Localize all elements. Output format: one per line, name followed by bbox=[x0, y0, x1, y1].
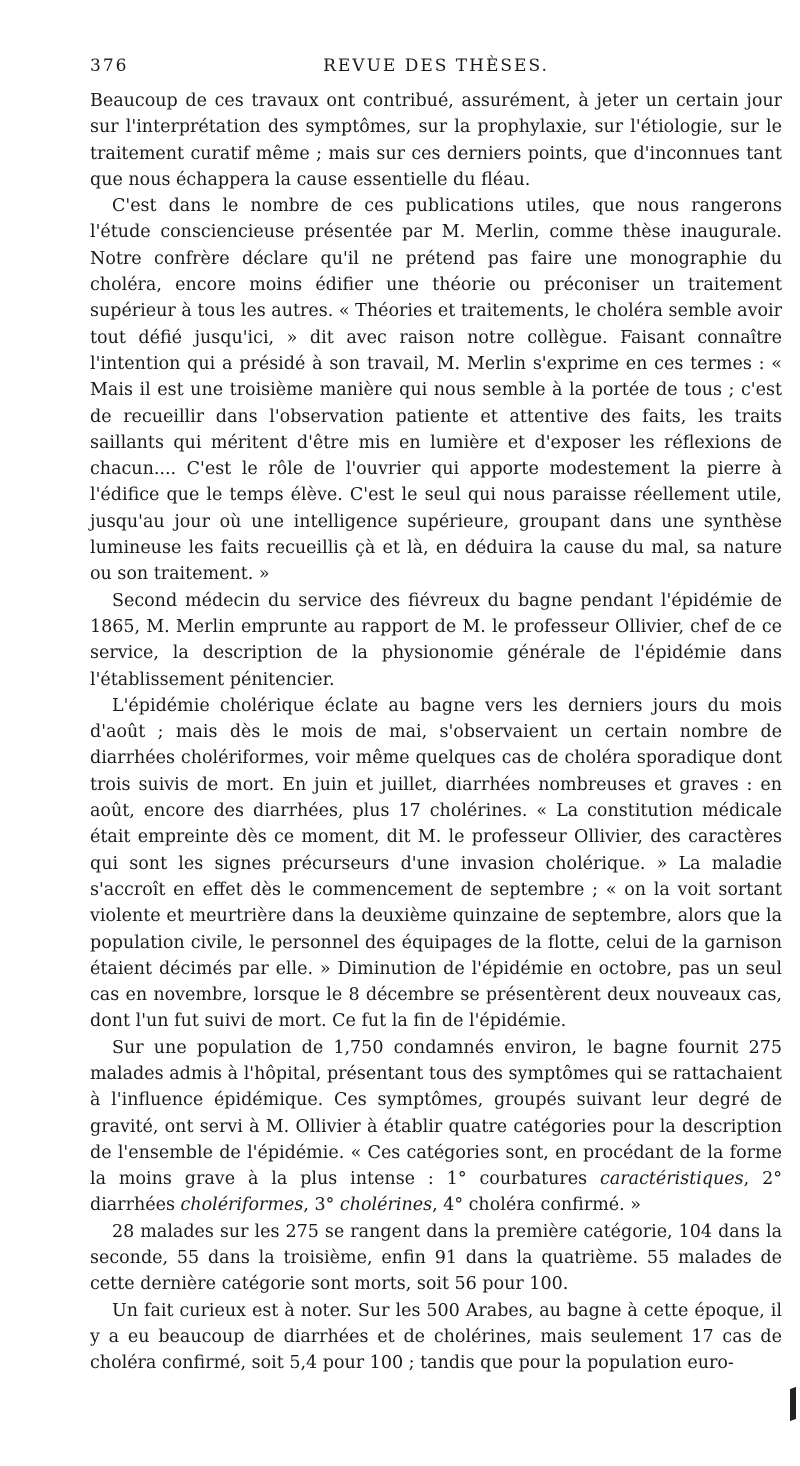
page-number: 376 bbox=[90, 56, 129, 76]
paragraph-6: 28 malades sur les 275 se rangent dans la première catégorie, 104 dans la seconde, 55 dans la troisième, enfin 91 dans la quatrième. 55 malades de cette dernière catégorie sont morts, soit 56 pour 100. bbox=[90, 1221, 782, 1295]
paragraph-3: Second médecin du service des fiévreux du bagne pendant l'épidémie de 1865, M. Merlin emprunte au rapport de M. le professeur Ollivier, chef de ce service, la description de la physionomie générale de l'épidémie dans l'établissement pénitencier. bbox=[90, 590, 782, 690]
paragraph-4: L'épidémie cholérique éclate au bagne vers les derniers jours du mois d'août ; mais dès le mois de mai, s'observaient un certain nombre de diarrhées cholériformes, voir même quelques cas de choléra sporadique dont trois suivis de mort. En juin et juillet, diarrhées nombreuses et graves : en août, encore des diarrhées, plus 17 cholérines. « La constitution médicale était empreinte dès ce moment, dit M. le professeur Ollivier, des caractères qui sont les signes précurseurs d'une invasion cholérique. » La maladie s'accroît en effet dès le commencement de septembre ; « on la voit sortant violente et meurtrière dans la deuxième quinzaine de septembre, alors que la population civile, le personnel des équipages de la flotte, celui de la garnison étaient décimés par elle. » Diminution de l'épidémie en octobre, pas un seul cas en novembre, lorsque le 8 décembre se présentèrent deux nouveaux cas, dont l'un fut suivi de mort. Ce fut la fin de l'épidémie. bbox=[90, 695, 782, 1032]
running-title: REVUE DES THÈSES. bbox=[323, 56, 549, 76]
paragraph-1: Beaucoup de ces travaux ont contribué, assurément, à jeter un certain jour sur l'interprétation des symptômes, sur la prophylaxie, sur l'étiologie, sur le traitement curatif même ; mais sur ces derniers points, que d'inconnues tant que nous échappera la cause essentielle du fléau. bbox=[90, 91, 782, 190]
italic-term-3: cholérines bbox=[339, 1195, 433, 1216]
paragraph-5 bbox=[90, 1035, 782, 1219]
body-text bbox=[90, 88, 782, 1377]
paragraph-5-text: Sur une population de 1,750 condamnés environ, le bagne fournit 275 malades admis à l'hôpital, présentant tous des symptômes qui se rattachaient à l'influence épidémique. Ces symptômes, groupés suivant leur degré de gravité, ont servi à M. Ollivier à établir quatre catégories pour la description de l'ensemble de l'épidémie. « Ces catégories sont, en procédant de la forme la moins grave à la plus intense : 1° courbatures bbox=[90, 1037, 782, 1190]
running-header bbox=[90, 56, 782, 82]
categories-text-2: , 3° bbox=[303, 1195, 340, 1216]
scan-edge-mark bbox=[790, 1387, 796, 1421]
categories-text-3: , 4° choléra confirmé. » bbox=[432, 1195, 641, 1216]
paragraph-7: Un fait curieux est à noter. Sur les 500 Arabes, au bagne à cette époque, il y a eu beaucoup de diarrhées et de cholérines, mais seulement 17 cas de choléra confirmé, soit 5,4 pour 100 ; tandis que pour la population euro- bbox=[90, 1300, 782, 1374]
categories-text-1: , 2° diarrhées bbox=[90, 1169, 782, 1216]
italic-term-2: cholériformes bbox=[180, 1195, 304, 1216]
paragraph-2: C'est dans le nombre de ces publications utiles, que nous rangerons l'étude consciencieuse présentée par M. Merlin, comme thèse inaugurale. Notre confrère déclare qu'il ne prétend pas faire une monographie du choléra, encore moins édifier une théorie ou préconiser un traitement supérieur à tous les autres. « Théories et traitements, le choléra semble avoir tout défié jusqu'ici, » dit avec raison notre collègue. Faisant connaître l'intention qui a présidé à son travail, M. Merlin s'exprime en ces termes : « Mais il est une troisième manière qui nous semble à la portée de tous ; c'est de recueillir dans l'observation patiente et attentive des faits, les traits saillants qui méritent d'être mis en lumière et d'exposer les réflexions de chacun.... C'est le rôle de l'ouvrier qui apporte modestement la pierre à l'édifice que le temps élève. C'est le seul qui nous paraisse réellement utile, jusqu'au jour où une intelligence supérieure, groupant dans une synthèse lumineuse les faits recueillis çà et là, en déduira la cause du mal, sa nature ou son traitement. » bbox=[90, 196, 782, 585]
italic-term-1: caractéristiques bbox=[600, 1169, 744, 1190]
